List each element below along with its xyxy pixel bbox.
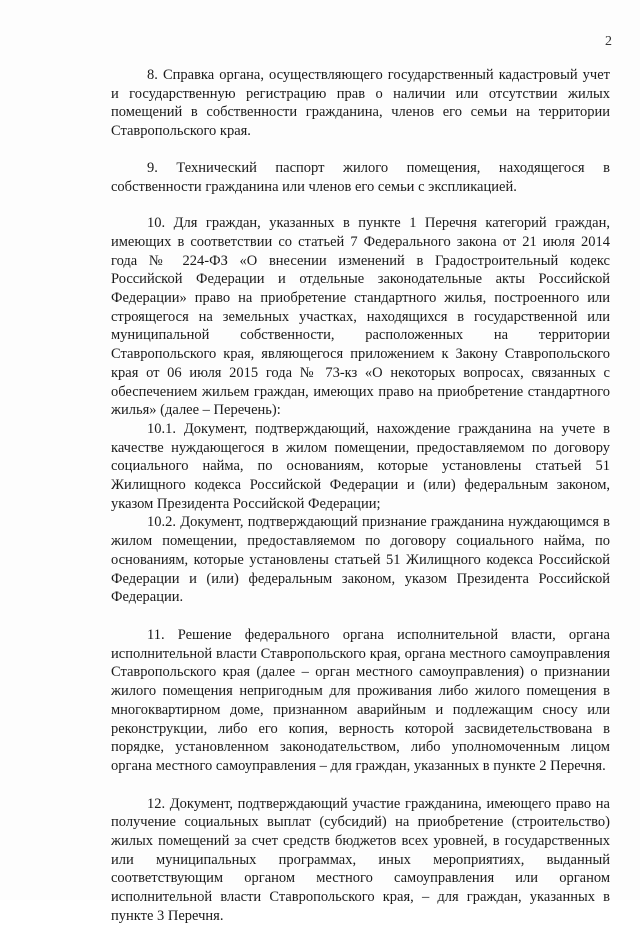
paragraph-item-12: 12. Документ, подтверждающий участие гражданина, имеющего право на получение социальных выплат (субсидий) на приобретение (строительство) жилых помещений за счет средств бюджетов всех уровней, в государственных или муниципальных программах, иных мероприятиях, выданный соответствующим органом местного самоуправления или органом исполнительной власти Ставропольского края, – для граждан, указанных в пункте 3 Перечня. xyxy=(111,795,610,924)
paragraph-item-8: 8. Справка органа, осуществляющего государственный кадастровый учет и государственную регистрацию прав о наличии или отсутствии жилых помещений в собственности гражданина, членов его семьи на территории Ставропольского края. xyxy=(111,67,610,140)
paragraph-item-10-1: 10.1. Документ, подтверждающий, нахождение гражданина на учете в качестве нуждающегося в жилом помещении, предоставляемом по договору социального найма, по основаниям, которые установлены статьей 51 Жилищного кодекса Российской Федерации и (или) федеральным законом, указом Президента Российской Федерации; xyxy=(111,420,610,512)
document-body xyxy=(111,66,610,926)
paragraph-item-10-2: 10.2. Документ, подтверждающий признание гражданина нуждающимся в жилом помещении, предоставляемом по договору социального найма, по основаниям, которые установлены статьей 51 Жилищного кодекса Российской Федерации и (или) федеральным законом, указом Президента Российской Федерации. xyxy=(111,514,610,606)
paragraph-item-11: 11. Решение федерального органа исполнительной власти, органа исполнительной власти Ставропольского края, органа местного самоуправления Ставропольского края (далее – орган местного самоуправления) о признании жилого помещения непригодным для проживания либо жилого помещения в многоквартирном доме, признанном аварийным и подлежащим сносу или реконструкции, либо его копия, верность которой засвидетельствована в порядке, установленном законодательством, либо уполномоченным лицом органа местного самоуправления – для граждан, указанных в пункте 2 Перечня. xyxy=(111,626,610,774)
paragraph-item-9: 9. Технический паспорт жилого помещения, находящегося в собственности гражданина или членов его семьи с экспликацией. xyxy=(111,159,610,195)
page-number: 2 xyxy=(605,34,612,49)
paragraph-item-10: 10. Для граждан, указанных в пункте 1 Перечня категорий граждан, имеющих в соответствии со статьей 7 Федерального закона от 21 июля 2014 года № 224-ФЗ «О внесении изменений в Градостроительный кодекс Российской Федерации и отдельные законодательные акты Российской Федерации» право на приобретение стандартного жилья, построенного или строящегося на земельных участках, находящихся в государственной или муниципальной собственности, расположенных на территории Ставропольского края, являющегося приложением к Закону Ставропольского края от 06 июля 2015 года № 73-кз «О некоторых вопросах, связанных с обеспечением жильем граждан, имеющих право на приобретение стандартного жилья» (далее – Перечень): xyxy=(111,215,610,419)
